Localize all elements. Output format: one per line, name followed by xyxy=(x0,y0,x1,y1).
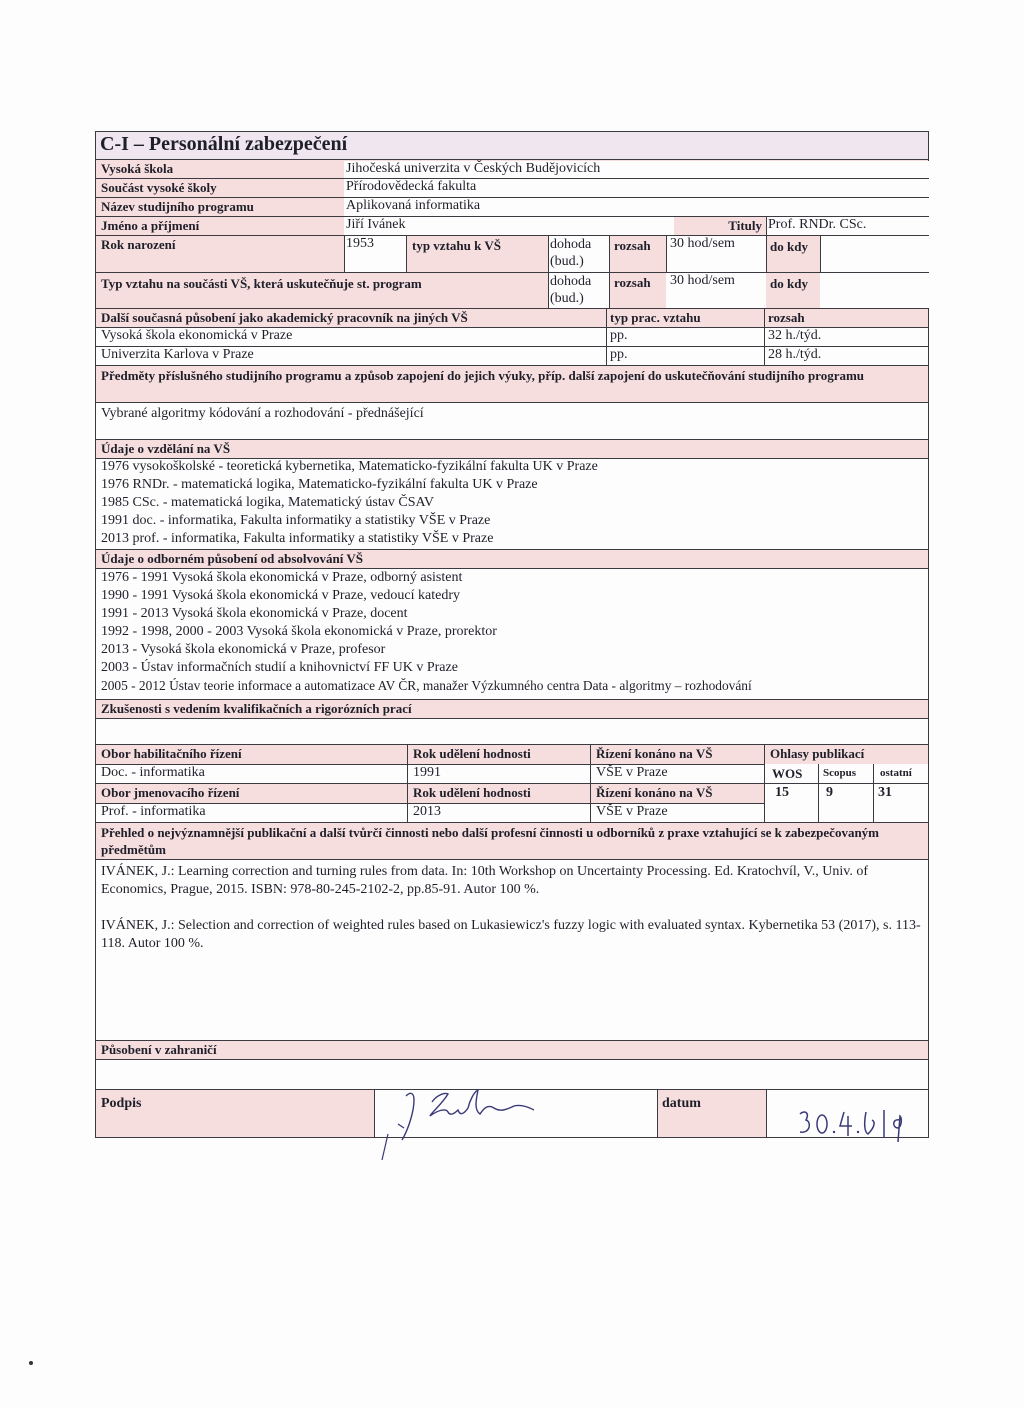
publication-item: IVÁNEK, J.: Selection and correction of weighted rules based on Lukasiewicz's fuzzy logic with evaluated syntax. Kybernetika 53 (2017), s. 113-118. Autor 100 %. xyxy=(101,918,921,951)
rok-udeleni2-label: Rok udělení hodnosti xyxy=(413,785,531,800)
ostatni-label: ostatní xyxy=(880,767,912,779)
rok-hab-value: 1991 xyxy=(413,765,441,780)
dalsi-rozsah: 28 h./týd. xyxy=(768,347,822,362)
rizeni-label: Řízení konáno na VŠ xyxy=(596,746,713,761)
row-subjects-header xyxy=(96,366,928,402)
publication-item: IVÁNEK, J.: Learning correction and turning rules from data. In: 10th Workshop on Uncertainty Processing. Ed. Kratochvíl, V., Univ. of Economics, Prague, 2015. ISBN: 978-80-245-2102-2, pp.85-91. Autor 100 %. xyxy=(101,864,869,897)
rozsah2-label: rozsah xyxy=(614,275,651,290)
rozsah2-value: 30 hod/sem xyxy=(666,273,766,308)
row-publications-header xyxy=(96,823,928,859)
publications-list xyxy=(96,860,928,1040)
datum-label: datum xyxy=(662,1096,701,1111)
rozsah-value: 30 hod/sem xyxy=(666,236,766,272)
row-jmen-values xyxy=(96,804,928,822)
career-item: 1990 - 1991 Vysoká škola ekonomická v Praze, vedoucí katedry xyxy=(101,588,460,603)
rok-jmen-value: 2013 xyxy=(413,804,441,819)
abroad-header: Působení v zahraničí xyxy=(101,1042,217,1057)
pen-stroke-mark xyxy=(378,1132,392,1162)
ohlasy-label: Ohlasy publikací xyxy=(770,746,865,761)
wos-value: 15 xyxy=(775,785,789,800)
handwritten-date xyxy=(786,1098,926,1148)
rizeni-jmen-value: VŠE v Praze xyxy=(596,804,668,819)
program-label: Název studijního programu xyxy=(101,199,254,214)
do-kdy-label: do kdy xyxy=(770,239,808,254)
scopus-label: Scopus xyxy=(823,767,857,779)
subjects-value: Vybrané algoritmy kódování a rozhodování - přednášející xyxy=(101,406,424,421)
handwritten-signature xyxy=(384,1078,584,1148)
do-kdy-value xyxy=(820,236,929,272)
dalsi-typ: pp. xyxy=(610,347,628,362)
rok-value: 1953 xyxy=(344,236,406,272)
form-title-row xyxy=(96,132,928,160)
education-item: 2013 prof. - informatika, Fakulta informatiky a statistiky VŠE v Praze xyxy=(101,531,494,546)
soucast-value: Přírodovědecká fakulta xyxy=(344,179,929,197)
podpis-label: Podpis xyxy=(101,1096,142,1111)
program-value: Aplikovaná informatika xyxy=(344,198,929,216)
dalsi-col-typ: typ prac. vztahu xyxy=(610,310,701,325)
dalsi-col-rozsah: rozsah xyxy=(768,310,805,325)
career-item: 1976 - 1991 Vysoká škola ekonomická v Praze, odborný asistent xyxy=(101,570,463,585)
vs-label: Vysoká škola xyxy=(101,161,174,176)
tituly-label: Tituly xyxy=(728,218,762,233)
career-item: 1991 - 2013 Vysoká škola ekonomická v Praze, docent xyxy=(101,606,408,621)
education-header: Údaje o vzdělání na VŠ xyxy=(101,441,231,456)
education-list xyxy=(96,458,928,548)
career-item: 2013 - Vysoká škola ekonomická v Praze, profesor xyxy=(101,642,386,657)
obor-jmen-value: Prof. - informatika xyxy=(101,804,206,819)
publications-header: Přehled o nejvýznamnější publikační a další tvůrčí činnosti nebo další profesní činnosti u odborníků z praxe vztahující se k zabezpečovaným předmětům xyxy=(101,825,880,857)
rok-udeleni-label: Rok udělení hodnosti xyxy=(413,746,531,761)
soucast-label: Součást vysoké školy xyxy=(101,180,217,195)
form-title: C-I – Personální zabezpečení xyxy=(100,133,348,155)
signature-area xyxy=(374,1090,657,1137)
do-kdy2-label: do kdy xyxy=(770,276,808,291)
do-kdy2-value xyxy=(820,273,929,308)
row-datum-label xyxy=(657,1090,766,1137)
obor-hab-label: Obor habilitačního řízení xyxy=(101,746,242,761)
row-podpis-label xyxy=(96,1090,374,1137)
vs-value: Jihočeská univerzita v Českých Budějovicích xyxy=(344,161,929,178)
career-list xyxy=(96,569,928,699)
dalsi-school: Univerzita Karlova v Praze xyxy=(101,347,254,362)
wos-label: WOS xyxy=(772,766,803,781)
rozsah-label: rozsah xyxy=(614,238,651,253)
datum-area xyxy=(766,1090,928,1137)
career-item: 1992 - 1998, 2000 - 2003 Vysoká škola ekonomická v Praze, prorektor xyxy=(101,624,497,639)
row-supervision-header xyxy=(96,700,928,718)
row-career-header xyxy=(96,550,928,568)
subjects-header: Předměty příslušného studijního programu a způsob zapojení do jejich výuky, příp. další zapojení do uskutečňování studijního programu xyxy=(101,368,865,383)
dalsi-row-2 xyxy=(96,347,928,365)
dalsi-row-1 xyxy=(96,328,928,346)
row-subjects xyxy=(96,403,928,439)
education-item: 1985 CSc. - matematická logika, Matematický ústav ČSAV xyxy=(101,495,434,510)
obor-jmen-label: Obor jmenovacího řízení xyxy=(101,785,240,800)
jmeno-label: Jméno a příjmení xyxy=(101,218,200,233)
jmeno-value: Jiří Ivánek xyxy=(344,217,674,235)
row-dalsi-header xyxy=(96,309,928,327)
row-supervision xyxy=(96,719,928,744)
supervision-header: Zkušenosti s vedením kvalifikačních a rigorózních prací xyxy=(101,701,412,716)
dalsi-typ: pp. xyxy=(610,328,628,343)
row-education-header xyxy=(96,440,928,458)
row-jmen-header xyxy=(96,784,764,803)
rok-label: Rok narození xyxy=(101,237,176,252)
ostatni-value: 31 xyxy=(878,785,892,800)
dalsi-header: Další současná působení jako akademický pracovník na jiných VŠ xyxy=(101,310,468,325)
dalsi-rozsah: 32 h./týd. xyxy=(768,328,822,343)
typ-vztahu-label: typ vztahu k VŠ xyxy=(412,238,501,253)
scopus-value: 9 xyxy=(826,785,833,800)
dalsi-school: Vysoká škola ekonomická v Praze xyxy=(101,328,293,343)
career-header: Údaje o odborném působení od absolvování VŠ xyxy=(101,551,363,566)
row-hab-values xyxy=(96,765,928,783)
typ-soucasti-value: dohoda (bud.) xyxy=(548,273,609,308)
career-item: 2005 - 2012 Ústav teorie informace a automatizace AV ČR, manažer Výzkumného centra Data - algoritmy – rozhodování xyxy=(101,678,752,693)
typ-soucasti-label: Typ vztahu na součásti VŠ, která uskutečňuje st. program xyxy=(101,276,422,291)
education-item: 1976 vysokoškolské - teoretická kybernetika, Matematicko-fyzikální fakulta UK v Praze xyxy=(101,459,598,474)
rizeni-hab-value: VŠE v Praze xyxy=(596,765,668,780)
obor-hab-value: Doc. - informatika xyxy=(101,765,205,780)
tituly-value: Prof. RNDr. CSc. xyxy=(766,217,929,235)
career-item: 2003 - Ústav informačních studií a knihovnictví FF UK v Praze xyxy=(101,660,458,675)
rizeni2-label: Řízení konáno na VŠ xyxy=(596,785,713,800)
row-abroad-header xyxy=(96,1041,928,1059)
typ-vztahu-value: dohoda (bud.) xyxy=(548,236,609,272)
education-item: 1991 doc. - informatika, Fakulta informatiky a statistiky VŠE v Praze xyxy=(101,513,491,528)
page-dot xyxy=(29,1361,33,1365)
personnel-form xyxy=(95,131,929,1138)
education-item: 1976 RNDr. - matematická logika, Matematicko-fyzikální fakulta UK v Praze xyxy=(101,477,538,492)
